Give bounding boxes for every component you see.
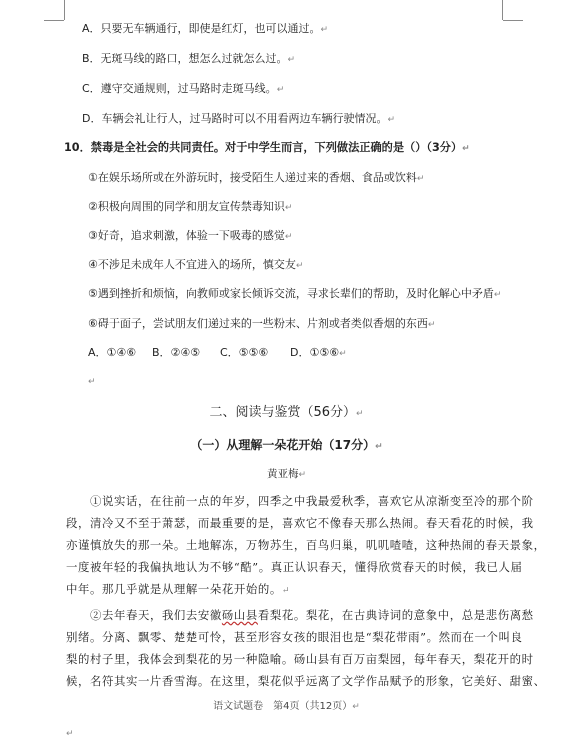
crop-mark-top-right-horizontal <box>503 20 523 21</box>
passage-p1-line-1: ①说实话，在往前一点的年岁，四季之中我最爱秋季，喜欢它从凉渐变至冷的那个阶 <box>90 494 534 508</box>
q10-choice-c: C．⑤⑤⑥ <box>220 346 269 359</box>
page-footer: 语文试题卷 第4页（共12页）↵ <box>213 701 360 712</box>
place-name-underlined: 砀山县 <box>221 608 258 622</box>
q10-item-2: ②积极向周围的同学和朋友宣传禁毒知识↵ <box>88 200 293 213</box>
q10-item-5: ⑤遇到挫折和烦恼，向教师或家长倾诉交流，寻求长辈们的帮助，及时化解心中矛盾↵ <box>88 287 502 300</box>
passage-p2-line-4: 候，名符其实一片香雪海。在这里，梨花似乎远离了文学作品赋予的形象，它美好、甜蜜、 <box>66 674 546 688</box>
q10-title: 10．禁毒是全社会的共同责任。对于中学生而言，下列做法正确的是（）（3分）↵ <box>64 141 470 154</box>
blank-paragraph-mark: ↵ <box>88 377 96 387</box>
passage-p2-line-3: 梨的村子里，我体会到梨花的另一种隐喻。砀山县有百万亩梨园，每年春天，梨花开的时 <box>66 652 534 666</box>
q10-choice-d: D．①⑤⑥↵ <box>290 346 347 359</box>
passage-p1-line-2: 段，清冷又不至于萧瑟，而最重要的是，喜欢它不像春天那么热闹。春天看花的时候，我 <box>66 516 534 530</box>
passage-author: 黄亚梅↵ <box>266 468 307 480</box>
passage-p1-line-4: 一度被年轻的我偏执地认为不够“酷”。真正认识春天，懂得欣赏春天的时候，我已人届 <box>66 560 523 574</box>
crop-mark-top-left-vertical <box>64 0 65 20</box>
section-heading: 二、阅读与鉴赏（56分）↵ <box>209 405 364 420</box>
passage-p2-line-2: 别绪。分离、飘零、楚楚可怜，甚至形容女孩的眼泪也是“梨花带雨”。然而在一个叫良 <box>66 630 523 644</box>
q10-item-3: ③好奇，追求刺激，体验一下吸毒的感觉↵ <box>88 229 293 242</box>
passage-p1-line-5: 中年。那几乎就是从理解一朵花开始的。↵ <box>66 582 290 596</box>
q9-option-c: C．遵守交通规则，过马路时走斑马线。↵ <box>82 82 285 95</box>
q9-option-a: A．只要无车辆通行，即使是红灯，也可以通过。↵ <box>82 22 329 35</box>
section-subheading: （一）从理解一朵花开始（17分）↵ <box>190 438 383 452</box>
footer-paragraph-mark: ↵ <box>66 729 74 739</box>
q10-item-6: ⑥碍于面子，尝试朋友们递过来的一些粉末、片剂或者类似香烟的东西↵ <box>88 317 436 330</box>
q9-option-b: B．无斑马线的路口，想怎么过就怎么过。↵ <box>82 52 296 65</box>
crop-mark-top-left-horizontal <box>44 20 64 21</box>
q9-option-d: D．车辆会礼让行人，过马路时可以不用看两边车辆行驶情况。↵ <box>82 112 396 125</box>
q10-item-1: ①在娱乐场所或在外游玩时，接受陌生人递过来的香烟、食品或饮料↵ <box>88 171 425 184</box>
q10-item-4: ④不涉足未成年人不宜进入的场所，慎交友↵ <box>88 258 304 271</box>
q10-choice-a: A．①④⑥ <box>88 346 137 359</box>
passage-p1-line-3: 亦谨慎放失的那一朵。土地解冻，万物苏生，百鸟归巢，叽叽喳喳，这种热闹的春天景象， <box>66 538 546 552</box>
passage-p2-line-1: ②去年春天，我们去安徽砀山县看梨花。梨花，在古典诗词的意象中，总是悲伤离愁 <box>90 608 534 622</box>
crop-mark-top-right-vertical <box>502 0 503 20</box>
q10-choice-b: B．②④⑤ <box>152 346 201 359</box>
